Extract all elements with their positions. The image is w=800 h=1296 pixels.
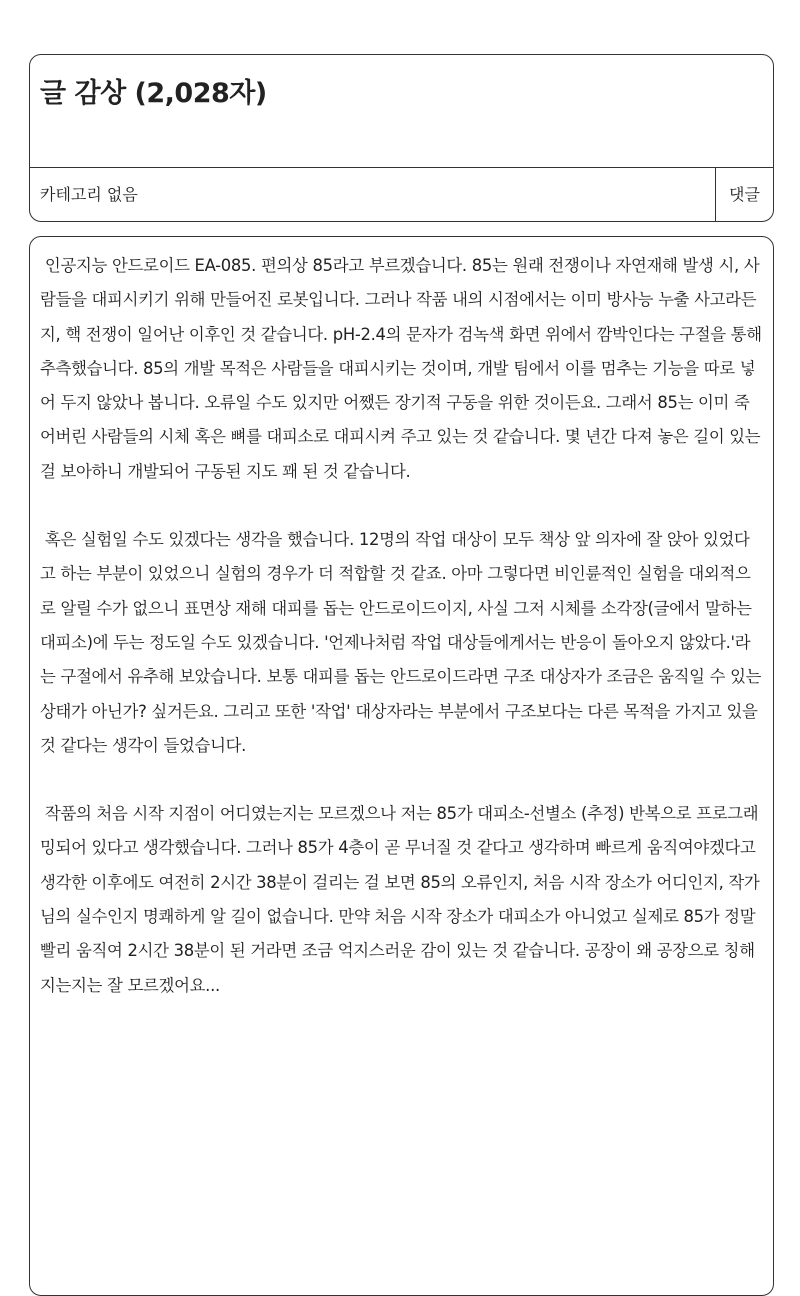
title-area <box>30 55 773 168</box>
paragraph-2: 혹은 실험일 수도 있겠다는 생각을 했습니다. 12명의 작업 대상이 모두 책상 앞 의자에 잘 앉아 있었다고 하는 부분이 있었으니 실험의 경우가 더 적합할 것 같죠. 아마 그렇다면 비인륜적인 실험을 대외적으로 알릴 수가 없으니 표면상 재해 대피를 돕는 안드로이드이지, 사실 그저 시체를 소각장(글에서 말하는 대피소)에 두는 정도일 수도 있겠습니다. '언제나처럼 작업 대상들에게서는 반응이 돌아오지 않았다.'라는 구절에서 유추해 보았습니다. 보통 대피를 돕는 안드로이드라면 구조 대상자가 조금은 움직일 수 있는 상태가 아닌가? 싶거든요. 그리고 또한 '작업' 대상자라는 부분에서 구조보다는 다른 목적을 가지고 있을 것 같다는 생각이 들었습니다. <box>40 530 767 755</box>
post-meta-row <box>30 168 773 221</box>
page-title: 글 감상 (2,028자) <box>40 78 267 109</box>
post-header <box>29 54 774 222</box>
paragraph-1: 인공지능 안드로이드 EA-085. 편의상 85라고 부르겠습니다. 85는 원래 전쟁이나 자연재해 발생 시, 사람들을 대피시키기 위해 만들어진 로봇입니다. 그러나 작품 내의 시점에서는 이미 방사능 누출 사고라든지, 핵 전쟁이 일어난 이후인 것 같습니다. pH-2.4의 문자가 검녹색 화면 위에서 깜박인다는 구절을 통해 추측했습니다. 85의 개발 목적은 사람들을 대피시키는 것이며, 개발 팀에서 이를 멈추는 기능을 따로 넣어 두지 않았나 봅니다. 오류일 수도 있지만 어쨌든 장기적 구동을 위한 것이든요. 그래서 85는 이미 죽어버린 사람들의 시체 혹은 뼈를 대피소로 대피시켜 주고 있는 것 같습니다. 몇 년간 다져 놓은 길이 있는 걸 보아하니 개발되어 구동된 지도 꽤 된 것 같습니다. <box>40 256 767 481</box>
paragraph-3: 작품의 처음 시작 지점이 어디였는지는 모르겠으나 저는 85가 대피소-선별소 (추정) 반복으로 프로그래밍되어 있다고 생각했습니다. 그러나 85가 4층이 곧 무너질 것 같다고 생각하며 빠르게 움직여야겠다고 생각한 이후에도 여전히 2시간 38분이 걸리는 걸 보면 85의 오류인지, 처음 시작 장소가 어디인지, 작가님의 실수인지 명쾌하게 알 길이 없습니다. 만약 처음 시작 장소가 대피소가 아니었고 실제로 85가 정말 빨리 움직여 2시간 38분이 된 거라면 조금 억지스러운 감이 있는 것 같습니다. 공장이 왜 공장으로 칭해지는지는 잘 모르겠어요... <box>40 804 761 995</box>
category-label[interactable]: 카테고리 없음 <box>40 185 138 204</box>
post-body <box>29 236 774 1296</box>
comment-button[interactable]: 댓글 <box>715 168 773 221</box>
